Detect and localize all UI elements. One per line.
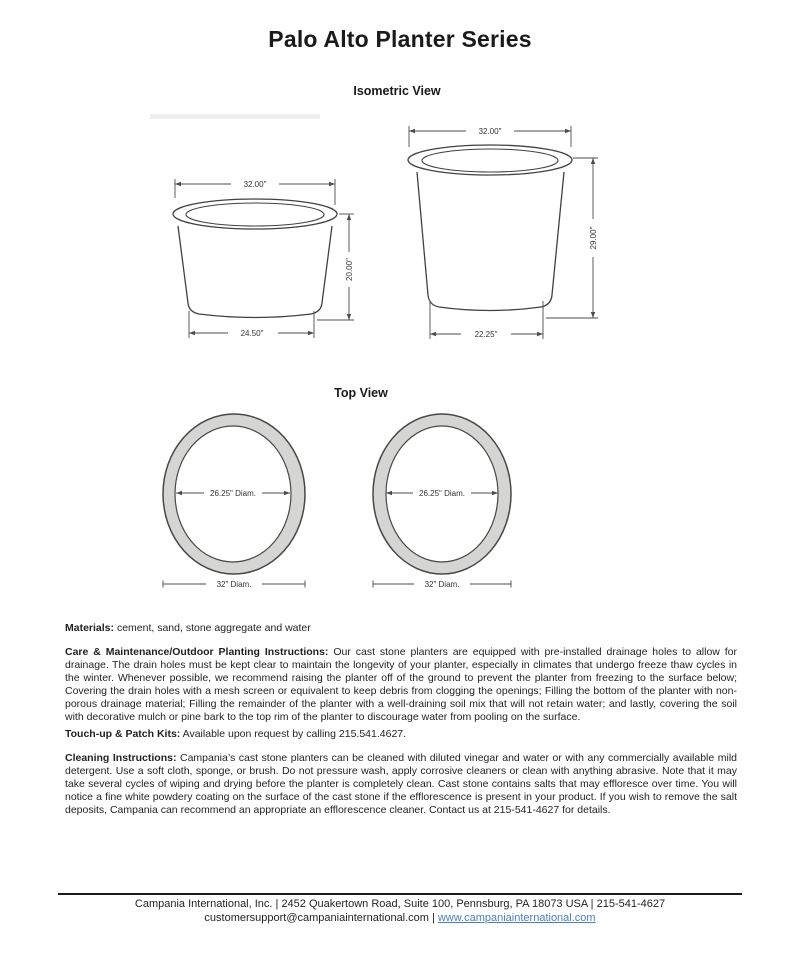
large-planter-drawing <box>408 124 598 340</box>
cleaning-label: Cleaning Instructions: <box>65 752 177 764</box>
dimension-label-small-height: 20.00" <box>345 258 354 281</box>
left-outer-diameter-dimension <box>163 577 305 590</box>
cleaning-text: Campania’s cast stone planters can be cleaned with diluted vinegar and water or with any commercially available mild detergent. Use a soft cloth, sponge, or brush. Do not pressure wash, apply corrosive cleaners or clean with anything abrasive. Note that it may take several cycles of wiping and drying before the planter is completely clean. Cast stone contains salts that may effloresce over time. You will notice a fine white powdery coating on the surface of the cast stone if the efflorescence is present in your product. If you wish to remove the salt deposits, Campania can recommend an appropriate an efflorescence cleaner. Contact us at 215-541-4627 for details. <box>65 752 738 816</box>
materials-text: cement, sand, stone aggregate and water <box>116 622 311 634</box>
small-planter-drawing <box>173 177 354 339</box>
touchup-text: Available upon request by calling 215.541.4627. <box>182 728 407 740</box>
footer-email: customersupport@campaniainternational.com <box>204 912 429 924</box>
footer-support-line <box>0 912 800 925</box>
small-planter-height-dimension <box>317 214 354 320</box>
dimension-label-left-outer-diameter: 32" Diam. <box>216 580 252 589</box>
right-outer-diameter-dimension <box>373 577 511 590</box>
dimension-label-large-height: 29.00" <box>589 226 598 250</box>
top-view-drawing <box>0 405 800 605</box>
small-planter-body <box>178 226 332 318</box>
dimension-label-large-bottom-width: 22.25" <box>474 330 498 339</box>
footer-separator: | <box>431 912 435 924</box>
dimension-label-small-top-width: 32.00" <box>243 180 267 189</box>
dimension-label-large-top-width: 32.00" <box>478 127 502 136</box>
page-title: Palo Alto Planter Series <box>268 26 532 52</box>
materials-section <box>65 622 737 635</box>
footer-website-link[interactable]: www.campaniainternational.com <box>437 912 596 924</box>
dimension-label-left-inner-diameter: 26.25" Diam. <box>210 489 256 498</box>
touchup-label: Touch-up & Patch Kits: <box>65 728 181 740</box>
care-maintenance-text: Our cast stone planters are equipped with pre-installed drainage holes to allow for drainage. The drain holes must be kept clear to maintain the longevity of your planter, especially in climates that undergo freeze thaw cycles in the winter. Whenever possible, we recommend raising the planter off of the ground to prevent the planter from freezing to the surface below; Covering the drain holes with a mesh screen or equivalent to keep debris from clogging the openings; Filling the bottom of the planter with non-porous drainage material; Filling the remainder of the planter with a well-draining soil mix that will not retain water; and lastly, covering the soil with decorative mulch or pine bark to the top rim of the planter to discourage water from pooling on the surface. <box>65 646 738 723</box>
large-planter-height-dimension <box>546 158 598 318</box>
footer-contact-line: Campania International, Inc. | 2452 Quakertown Road, Suite 100, Pennsburg, PA 18073 USA | 215-541-4627 <box>134 898 666 910</box>
large-planter-bottom-width-dimension <box>430 301 543 340</box>
care-maintenance-label: Care & Maintenance/Outdoor Planting Instructions: <box>65 646 329 658</box>
isometric-view-drawing <box>0 105 800 355</box>
touchup-section <box>65 728 737 741</box>
top-view-right-planter <box>373 414 511 590</box>
footer-divider <box>58 893 742 895</box>
large-planter-body <box>417 172 564 311</box>
dimension-label-right-outer-diameter: 32" Diam. <box>424 580 460 589</box>
isometric-view-heading: Isometric View <box>353 84 441 98</box>
dimension-label-small-bottom-width: 24.50" <box>240 329 264 338</box>
top-view-left-planter <box>163 414 305 590</box>
materials-label: Materials: <box>65 622 115 634</box>
dimension-label-right-inner-diameter: 26.25" Diam. <box>419 489 465 498</box>
care-maintenance-section <box>65 646 737 724</box>
top-view-heading: Top View <box>334 386 388 400</box>
large-planter-top-width-dimension <box>409 124 571 147</box>
faint-watermark <box>150 114 320 119</box>
cleaning-section <box>65 752 737 817</box>
